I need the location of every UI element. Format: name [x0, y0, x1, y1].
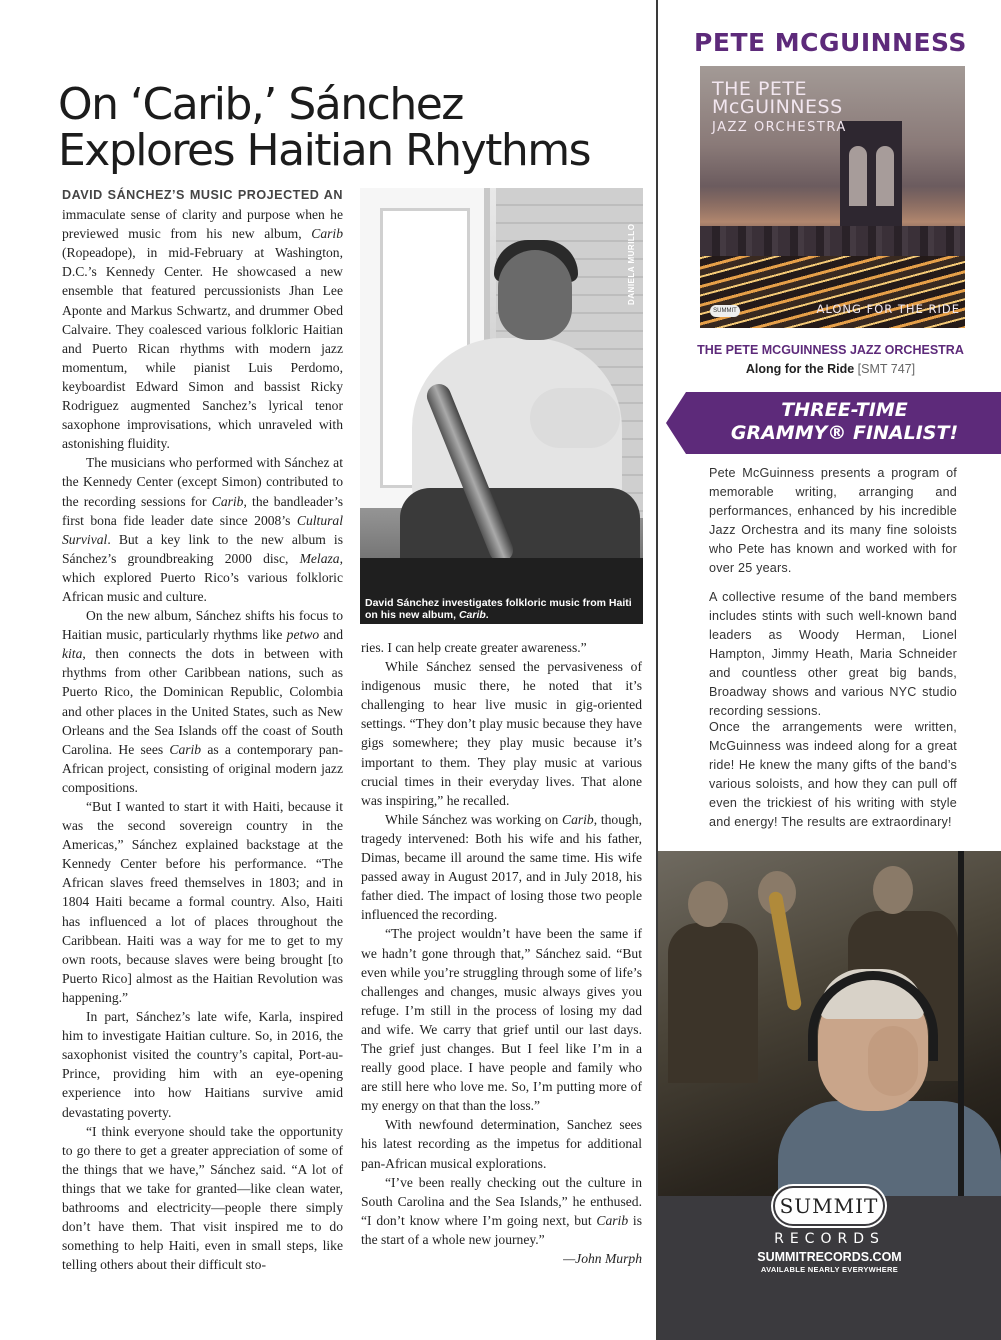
article-photo [360, 188, 643, 624]
mic-stand [958, 851, 964, 1196]
cover-light-trails [700, 256, 965, 328]
paragraph-2 [62, 453, 343, 606]
paragraph-3 [62, 606, 343, 797]
author-signature: —John Murph [563, 1251, 642, 1266]
album-title-italic: Melaza [299, 550, 340, 566]
musician-head [688, 881, 728, 927]
rhythm-italic: kita [62, 646, 83, 662]
cover-title-line: JAZZ ORCHESTRA [712, 120, 847, 135]
studio-photo [658, 851, 1001, 1196]
text: . But a key link to the new album is Sánchez’s groundbreaking 2000 disc, [62, 531, 343, 566]
text: , which explored Puerto Rico’s various folkloric African music and culture. [62, 550, 343, 604]
rhythm-italic: petwo [286, 627, 320, 643]
album-name: Along for the Ride [745, 362, 855, 376]
ad-album-artist: THE PETE MCGUINNESS JAZZ ORCHESTRA [697, 343, 964, 357]
ad-paragraph-2: A collective resume of the band members includes stints with such well-known band leaders as Woody Herman, Lionel Hampton, Jimmy Heath, Maria Schneider and countless other great big bands, Broadway shows and various NYC studio recording sessions. [709, 590, 957, 718]
text: . [485, 608, 489, 621]
album-title-italic: Carib [562, 811, 594, 827]
article-column-1 [62, 185, 343, 1274]
text: and [319, 627, 344, 643]
text: , then connects the dots in between with rhythms from other Caribbean nations, such as Puerto Rico, the Dominican Republic, Colombia and other places in the United States, such as New Orleans and the Sea Islands off the coast of South Carolina. He sees [62, 646, 343, 757]
paragraph-10: “The project wouldn’t have been the same if we hadn’t gone through that,” Sánchez said. “But even while you’re struggling through some of life’s challenges and changes, music always gives you refuge. I’m still in the process of losing my dad and wife. We carry that grief until our last days. The grief just changes. But I feel like I’m in a really good place. I have people and family who are still here who love me. So, I’m putting more of my energy on that than the loss.” [361, 926, 642, 1114]
photo-face [498, 250, 572, 340]
paragraph-1 [62, 185, 343, 453]
paragraph-6: “I think everyone should take the opportunity to go there to get a greater appreciation of some of the things that we have,” Sánchez said. “A lot of things that we take for granted—like clean water, bathrooms and electricity—people there simply don’t have them. That visit inspired me to do something to help Haiti, even in small steps, like telling others about their difficult sto- [62, 1123, 343, 1273]
cover-title-line: THE PETE [712, 78, 808, 100]
photo-legs [400, 488, 640, 568]
text: While Sánchez was working on [385, 811, 562, 827]
photo-arm [530, 388, 620, 448]
album-title-italic: Carib [458, 608, 486, 621]
cover-bridge-arch [849, 146, 867, 206]
website-link[interactable]: SUMMITRECORDS.COM [757, 1250, 902, 1264]
conductor-body [778, 1101, 1001, 1196]
grammy-banner [686, 392, 1001, 454]
paragraph-4: “But I wanted to start it with Haiti, because it was the second sovereign country in the Americas,” Sánchez explained backstage at the Kennedy Center before his performance. “The African slaves freed themselves in 1803; and in 1804 Haiti became a formal country. Also, Haiti has influenced a lot of places throughout the Caribbean. Haiti was a way for me to get to my own roots, because slaves were being brought [to Puerto Rico] almost as the Haitian Revolution was happening.” [62, 799, 343, 1005]
cover-label-logo: SUMMIT [710, 305, 740, 317]
availability-text: AVAILABLE NEARLY EVERYWHERE [760, 1265, 899, 1274]
article-column-2 [361, 638, 642, 1268]
cover-title [712, 80, 952, 137]
photo-caption [365, 598, 637, 621]
album-title-italic: Carib [169, 741, 202, 757]
text: immaculate sense of clarity and purpose when he previewed music from his new album, [62, 207, 343, 242]
text: , though, tragedy intervened: Both his wife and his father, Dimas, became ill around the same time. His wife passed away in August 2017, and in July 2018, his father died. The impact of losing those two people influenced the recording. [361, 811, 642, 923]
article-headline [58, 79, 658, 176]
headline-line-1: On ‘Carib,’ Sánchez [58, 79, 463, 130]
advertisement [656, 0, 1001, 1340]
text: David Sánchez investigates folkloric music from Haiti on his new album, [365, 597, 632, 621]
album-title-italic: Carib [596, 1212, 629, 1228]
ad-paragraph-3: Once the arrangements were written, McGuinness was indeed along for a great ride! He knew the many gifts of the band’s various soloists, and how they can pull off even the trickiest of his writing with style and energy! The results are extraordinary! [709, 720, 957, 829]
banner-line: THREE-TIME [781, 399, 908, 421]
text: (Ropeadope), in mid-February at Washington, D.C.’s Kennedy Center. He showcased a new ensemble that featured percussionists Jhan Lee Aponte and Markus Schwartz, and drummer Obed Calvaire. They coalesced various folkloric Haitian and Puerto Rican rhythms with modern jazz momentum, while pianist Luis Perdomo, keyboardist Edward Simon and bassist Ricky Rodriguez augmented Sanchez’s lyrical tenor saxophone improvisations, which unraveled with astonishing fluidity. [62, 245, 343, 452]
ad-album-name [658, 362, 1001, 376]
paragraph-11: With newfound determination, Sanchez sees his latest recording as the impetus for additional pan-African musical explorations. [361, 1117, 642, 1171]
headline-line-2: Explores Haitian Rhythms [58, 125, 591, 176]
cover-bridge-arch [876, 146, 894, 206]
ad-paragraph-1: Pete McGuinness presents a program of memorable writing, arranging and performances, enhanced by his incredible Jazz Orchestra and its many fine soloists who Pete has known and worked with for over 25 years. [709, 466, 957, 575]
album-cover[interactable] [700, 66, 965, 328]
cover-subtitle: ALONG FOR THE RIDE [816, 302, 960, 316]
catalog-number: [SMT 747] [854, 362, 916, 376]
conductor-hand [868, 1026, 918, 1096]
paragraph-9 [361, 810, 642, 925]
musician-head [873, 866, 913, 914]
paragraph-12 [361, 1173, 642, 1249]
paragraph-5: In part, Sánchez’s late wife, Karla, inspired him to investigate Haitian culture. So, in 2016, the saxophonist visited the country’s capital, Port-au-Prince, providing him with an eye-opening experience into how Haitians survive amid devastating poverty. [62, 1009, 343, 1120]
text: is the start of a whole new journey.” [361, 1212, 642, 1247]
ad-artist-name: PETE MCGUINNESS [694, 28, 967, 57]
paragraph-8: While Sánchez sensed the pervasiveness of indigenous music there, he noted that it’s challenging to hear live music in gig-oriented settings. “They don’t play music because they have gigs somewhere; they play music because it’s important to them. They play music at various crucial times in their everyday lives. That alone was inspiring,” he recalled. [361, 659, 642, 808]
paragraph-7: ries. I can help create greater awareness.” [361, 640, 587, 655]
text: The musicians who performed with Sánchez at the Kennedy Center (except Simon) contributed to the recording sessions for [62, 455, 343, 509]
album-title-italic: Carib [211, 493, 244, 509]
text: “I’ve been really checking out the culture in South Carolina and the Sea Islands,” he enthused. “I don’t know where I’m going next, but [361, 1174, 642, 1228]
cover-title-line: McGUINNESS [712, 96, 843, 118]
photo-credit: DANIELA MURILLO [627, 223, 636, 305]
musician-body [668, 923, 758, 1083]
album-title-italic: Cultural Survival [62, 512, 343, 547]
album-title-italic: Carib [311, 226, 343, 242]
text: On the new album, Sánchez shifts his focus to Haitian music, particularly rhythms like [62, 608, 343, 643]
records-wordmark: RECORDS [774, 1231, 885, 1247]
lead-in: DAVID SÁNCHEZ’S MUSIC PROJECTED AN [62, 188, 343, 202]
text: as a contemporary pan-African project, consisting of original modern jazz compositions. [62, 741, 343, 795]
summit-logo[interactable]: SUMMIT [773, 1186, 885, 1226]
banner-line: GRAMMY® FINALIST! [730, 422, 959, 444]
text: , the bandleader’s first bona fide leader date since 2008’s [62, 493, 344, 528]
